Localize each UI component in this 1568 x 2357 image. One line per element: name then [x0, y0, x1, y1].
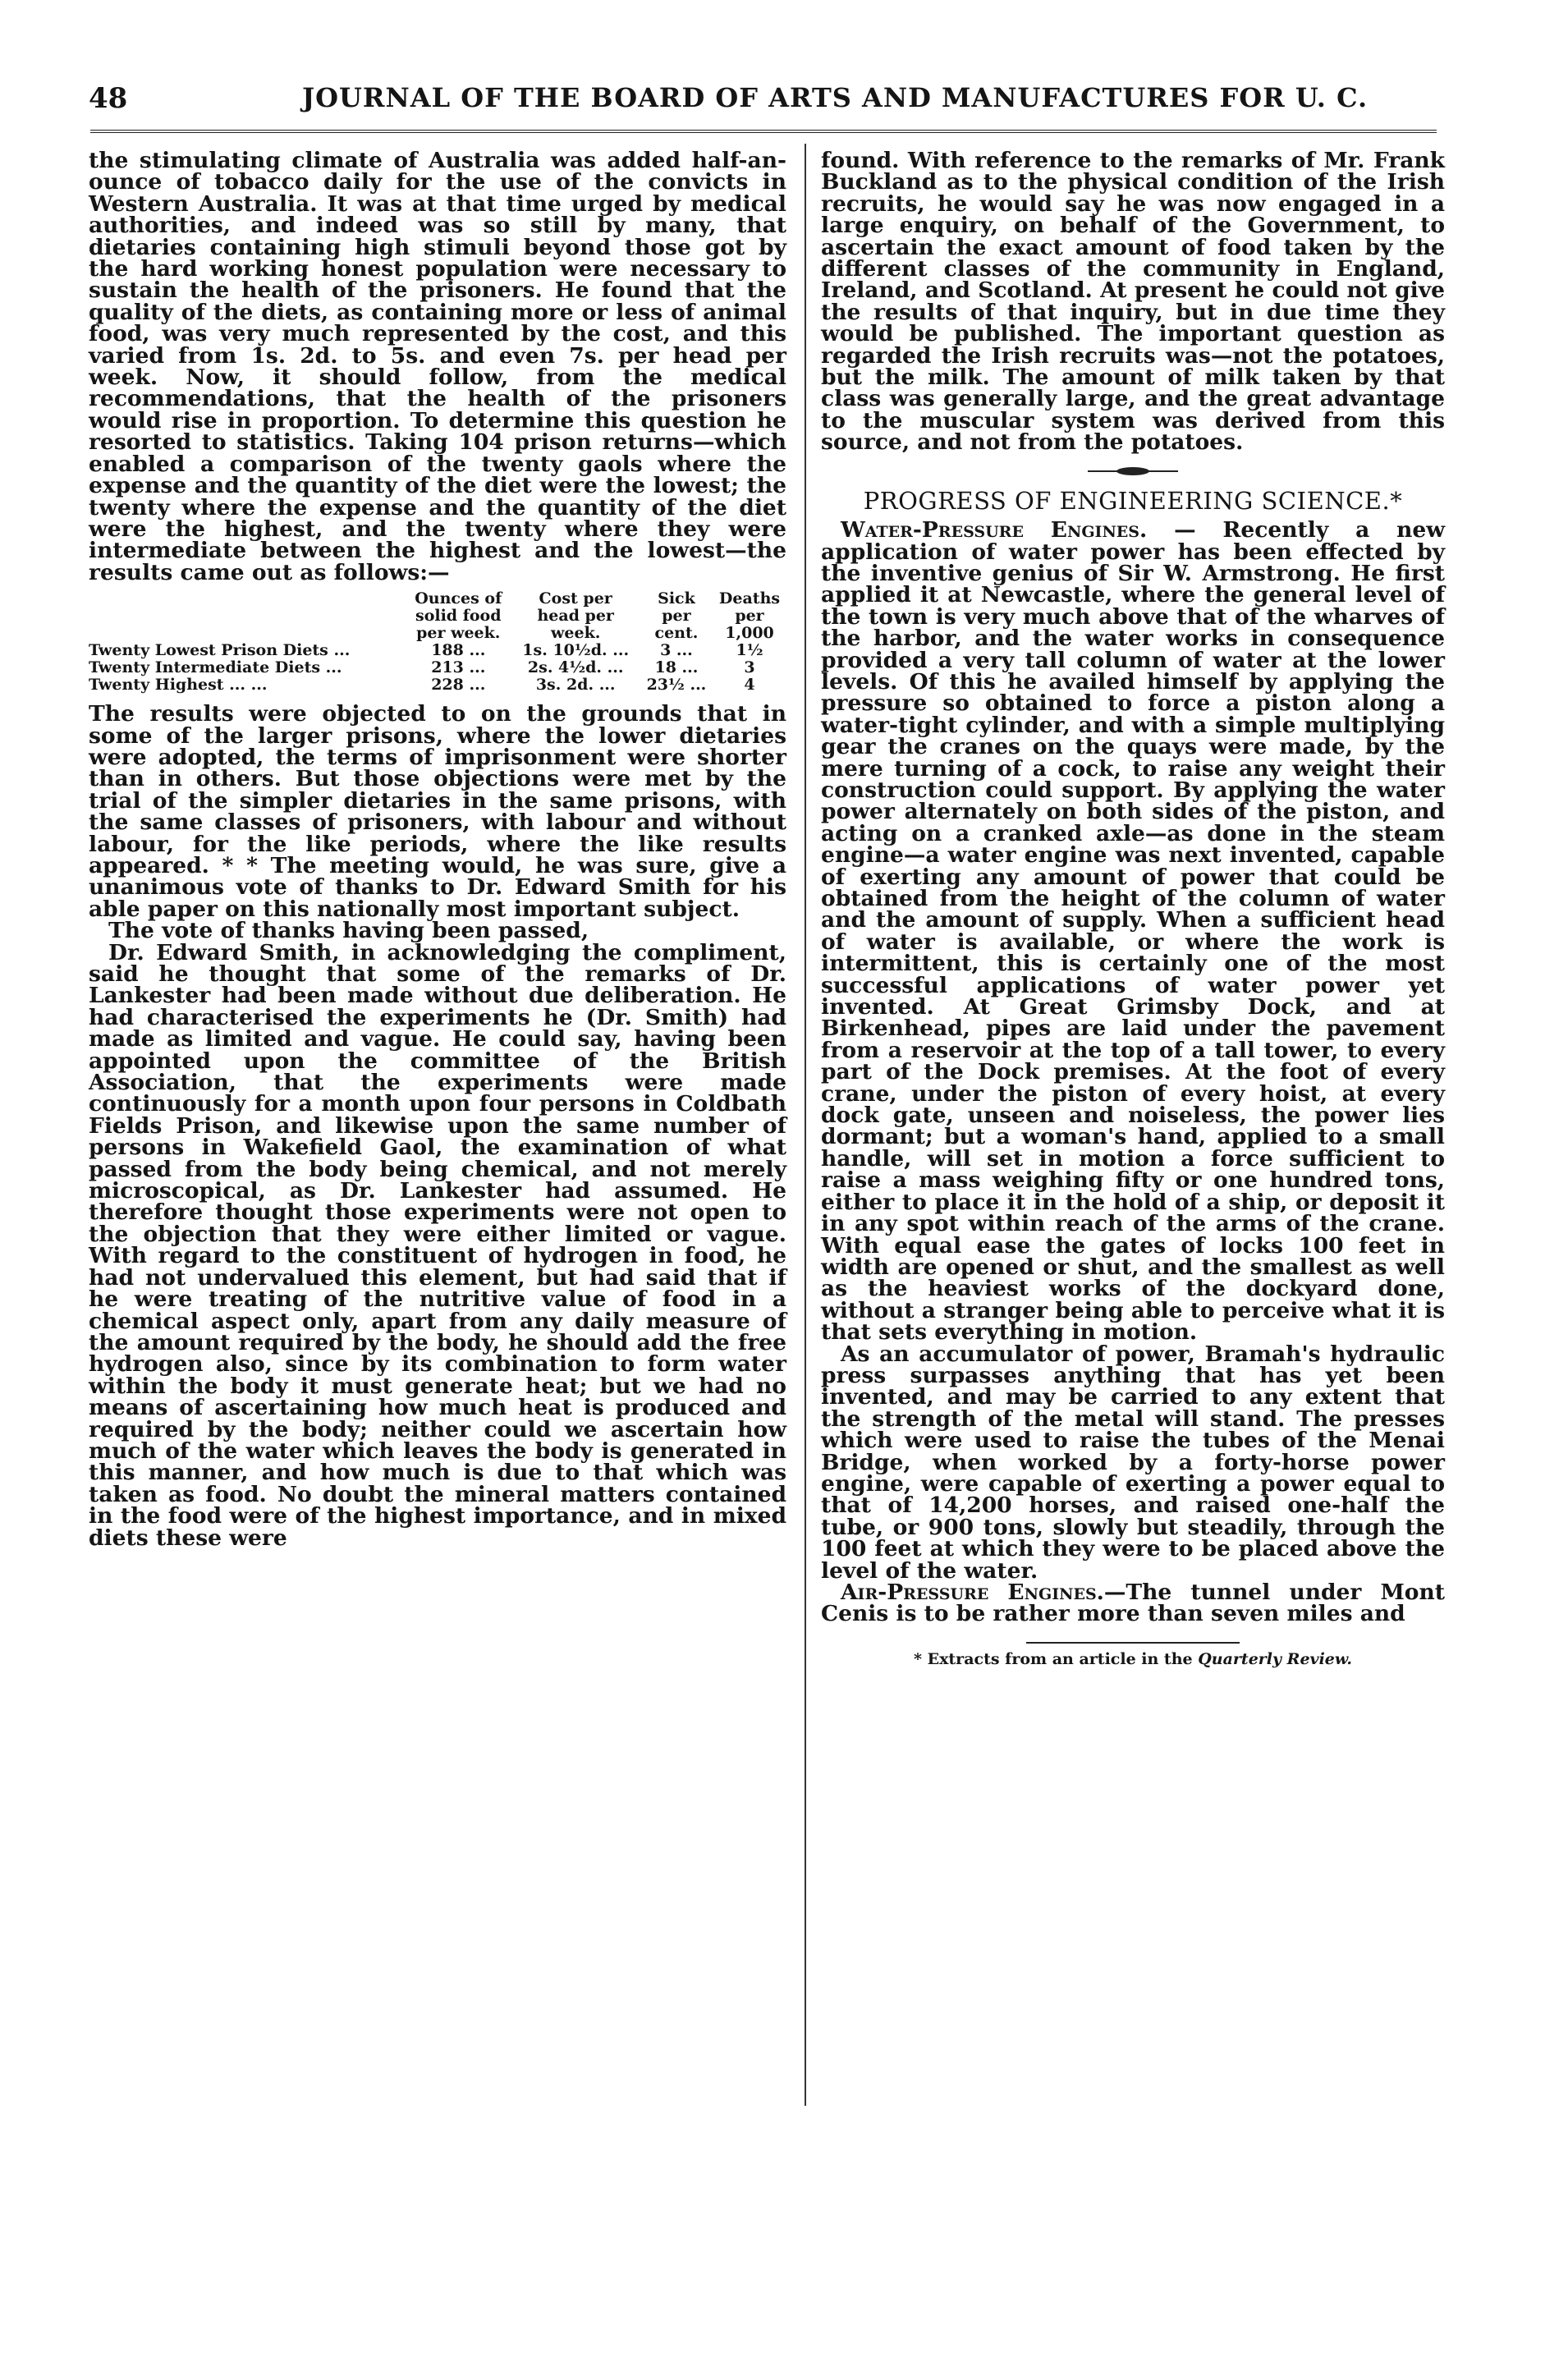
- paragraph-smith-reply: Dr. Edward Smith, in acknowledging the compliment, said he thought that some of the remarks of Dr. Lankester had been made without due deliberation. He had characterised the experiments he (Dr. Smith) had made as limited and vague. He could say, having been appointed upon the committee of the British Association, that the experiments were made continuously for a month upon four persons in Coldbath Fields Prison, and likewise upon the same number of persons in Wakefield Gaol, the examination of what passed from the body being chemical, and not merely microscopical, as Dr. Lankester had assumed. He therefore thought those experiments were not open to the objection that they were either limited or vague. With regard to the constituent of hydrogen in food, he had not undervalued this element, but had said that if he were treating of the nutritive value of food in a chemical aspect only, apart from any daily measure of the amount required by the body, he should add the free hydrogen also, since by its combination to form water within the body it must generate heat; but we had no means of ascertaining how much heat is produced and required by the body; neither could we ascertain how much of the water which leaves the body is generated in this manner, and how much is due to that which was taken as food. No doubt the mineral matters contained in the food were of the highest importance, and in mixed diets these were: [89, 939, 786, 1551]
- cost-cell: 3s. 2d. ...: [535, 676, 616, 695]
- ounces-cell: 213 ...: [431, 658, 486, 677]
- paragraph-accumulator: As an accumulator of power, Bramah's hydraulic press surpasses anything that has yet been invented, and may be carried to any extent that the strength of the metal will stand. The presses which were used to raise the tubes of the Menai Bridge, when worked by a forty-horse power engine, were capable of exerting a power equal to that of 14,200 horses, and raised one-half the tube, or 900 tons, slowly but steadily, through the 100 feet at which they were to be placed above the level of the water.: [821, 1341, 1445, 1584]
- table-header-deaths: Deaths per 1,000: [718, 589, 781, 643]
- table-header-cost: Cost per head per week.: [537, 589, 614, 643]
- table-row: [89, 659, 786, 676]
- footnote-rule: [1026, 1642, 1240, 1644]
- diet-statistics-table: [89, 590, 786, 694]
- table-row: [89, 642, 786, 659]
- footnote-prefix: * Extracts from an article in the: [914, 1649, 1193, 1668]
- section-title: PROGRESS OF ENGINEERING SCIENCE.*: [863, 486, 1403, 515]
- sick-cell: 18 ...: [654, 658, 699, 677]
- paragraph-prison-diets: the stimulating climate of Australia was added half-an-ounce of tobacco daily for the use of the convicts in Western Australia. It was at that time urged by medical authorities, and indeed was so still by many, that dietaries containing high stimuli beyond those got by the hard working honest population were necessary to sustain the health of the prisoners. He found that the quality of the diets, as containing more or less of animal food, was very much represented by the cost, and this varied from 1s. 2d. to 5s. and even 7s. per head per week. Now, it should follow, from the medical recommendations, that the health of the prisoners would rise in proportion. To determine this question he resorted to statistics. Taking 104 prison returns—which enabled a comparison of the twenty gaols where the expense and the quantity of the diet were the lowest; the twenty where the expense and the quantity of the diet were the highest, and the twenty where they were intermediate between the highest and the lowest—the results came out as follows:—: [89, 148, 786, 585]
- deaths-cell: 1½: [736, 641, 763, 660]
- ounces-cell: 228 ...: [431, 676, 486, 695]
- running-head: JOURNAL OF THE BOARD OF ARTS AND MANUFACTURES FOR U. C.: [302, 82, 1369, 113]
- water-pressure-heading: Water-Pressure Engines.: [841, 517, 1148, 543]
- paragraph-vote: The vote of thanks having been passed,: [108, 918, 589, 944]
- column-rule: [805, 144, 806, 2106]
- paragraph-water-pressure: [821, 517, 1446, 1346]
- table-row: [89, 676, 786, 694]
- left-column: [89, 150, 786, 1549]
- cost-cell: 2s. 4½d. ...: [527, 658, 624, 677]
- footnote-source: Quarterly Review.: [1198, 1649, 1352, 1668]
- page-number: 48: [89, 82, 128, 115]
- right-column: [821, 150, 1445, 1670]
- row-label: Twenty Intermediate Diets ...: [89, 658, 342, 677]
- ounces-cell: 188 ...: [431, 641, 486, 660]
- page-header: [89, 82, 1435, 123]
- deaths-cell: 4: [744, 676, 755, 695]
- row-label: Twenty Highest ... ...: [89, 676, 268, 695]
- cost-cell: 1s. 10½d. ...: [522, 641, 630, 660]
- table-header-row: [89, 590, 786, 642]
- paragraph-irish-recruits: found. With reference to the remarks of Mr. Frank Buckland as to the physical condition of the Irish recruits, he would say he was now engaged in a large enquiry, on behalf of the Government, to ascertain the exact amount of food taken by the different classes of the community in England, Ireland, and Scotland. At present he could not give the results of that inquiry, but in due time they would be published. The important question as regarded the Irish recruits was—not the potatoes, but the milk. The amount of milk taken by that class was generally large, and the great advantage to the muscular system was derived from this source, and not from the potatoes.: [821, 148, 1445, 456]
- table-header-blank: [89, 590, 406, 642]
- section-divider-ornament: [1088, 467, 1178, 475]
- row-label: Twenty Lowest Prison Diets ...: [89, 641, 351, 660]
- air-pressure-heading: Air-Pressure Engines.: [841, 1580, 1104, 1605]
- paragraph-air-pressure: [821, 1582, 1445, 1626]
- deaths-cell: 3: [744, 658, 755, 677]
- header-rule: [90, 130, 1437, 133]
- water-pressure-text: — Recently a new application of water power has been effected by the inventive genius of Sir W. Armstrong. He first applied it at Newcastle, where the general level of the town is very much above that of the wharves of the harbor, and the water works in consequence provided a very tall column of water at the lower levels. Of this he availed himself by applying the pressure so obtained to force a piston along a water-tight cylinder, and with a simple multiplying gear the cranes on the quays were made, by the mere turning of a cock, to raise any weight their construction could support. By applying the water power alternately on both sides of the piston, and acting on a cranked axle—as done in the steam engine—a water engine was next invented, capable of exerting any amount of power that could be obtained from the height of the column of water and the amount of supply. When a sufficient head of water is available, or where the work is intermittent, this is certainly one of the most successful applications of water power yet invented. At Great Grimsby Dock, and at Birkenhead, pipes are laid under the pavement from a reservoir at the top of a tall tower, to every part of the Dock premises. At the foot of every crane, under the piston of every hoist, at every dock gate, unseen and noiseless, the power lies dormant; but a woman's hand, applied to a small handle, will set in motion a force sufficient to raise a mass weighing fifty or one hundred tons, either to place it in the hold of a ship, or deposit it in any spot within reach of the arms of the crane. With equal ease the gates of locks 100 feet in width are opened or shut, and the smallest as well as the heaviest works of the dockyard done, without a stranger being able to perceive what it is that sets everything in motion.: [821, 517, 1446, 1346]
- sick-cell: 3 ...: [660, 641, 693, 660]
- air-pressure-text: —The tunnel under Mont Cenis is to be rather more than seven miles and: [821, 1580, 1445, 1627]
- sick-cell: 23½ ...: [646, 676, 707, 695]
- footnote: [821, 1649, 1445, 1670]
- table-header-sick: Sick per cent.: [654, 589, 699, 643]
- table-header-ounces: Ounces of solid food per week.: [415, 589, 502, 643]
- paragraph-objections: The results were objected to on the grounds that in some of the larger prisons, where the lower dietaries were adopted, the terms of imprisonment were shorter than in others. But those objections were met by the trial of the simpler dietaries in the same prisons, with the same classes of prisoners, with labour and without labour, for the like periods, where the like results appeared. * * The meeting would, he was sure, give a unanimous vote of thanks to Dr. Edward Smith for his able paper on this nationally most important subject.: [89, 701, 786, 922]
